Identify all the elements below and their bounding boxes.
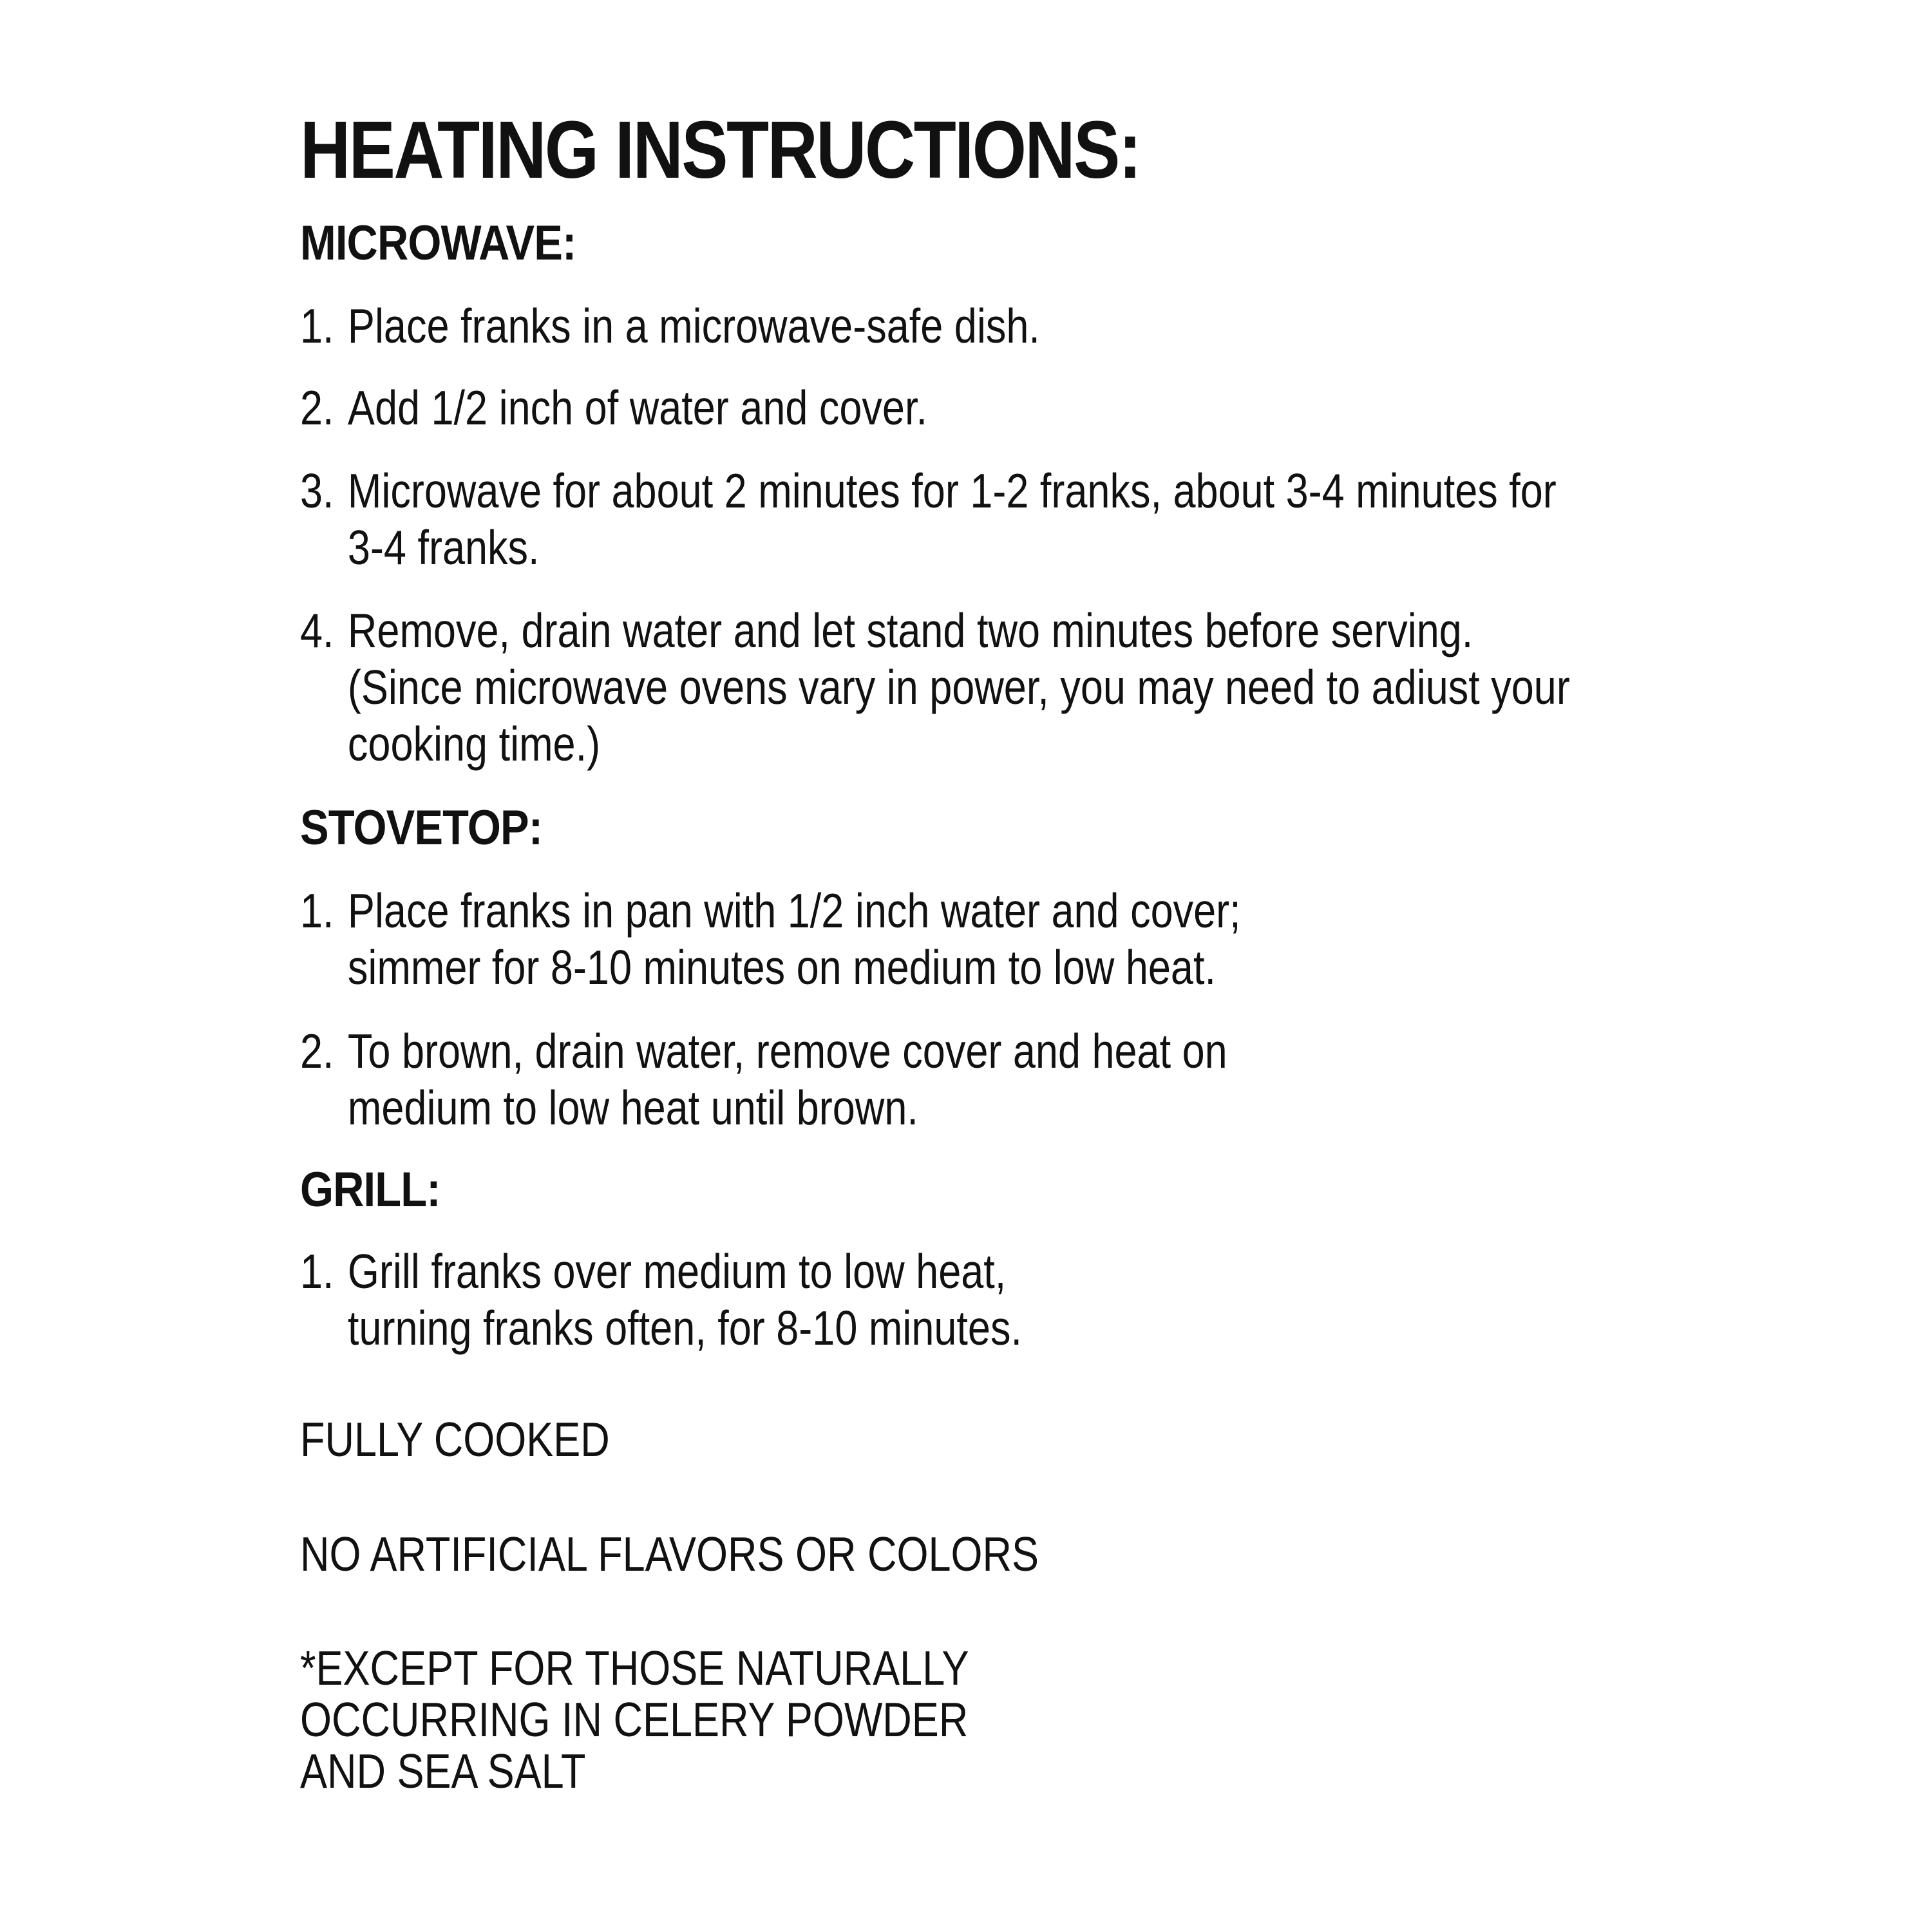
stovetop-heading: STOVETOP: <box>300 800 543 855</box>
step-text-continued: turning franks often, for 8-10 minutes. <box>347 1301 1022 1355</box>
step-number: 3. <box>300 464 334 518</box>
grill-heading: GRILL: <box>300 1162 440 1217</box>
step-text: Place franks in a microwave-safe dish. <box>347 299 1040 353</box>
stovetop-step-2 <box>300 1023 1227 1136</box>
step-text-continued: medium to low heat until brown. <box>347 1081 918 1135</box>
fully-cooked-note: FULLY COOKED <box>300 1412 610 1466</box>
step-text: Microwave for about 2 minutes for 1-2 franks, about 3-4 minutes for <box>347 464 1557 518</box>
step-text-continued: (Since microwave ovens vary in power, you may need to adiust your <box>347 660 1570 714</box>
step-number: 2. <box>300 381 334 435</box>
step-text: To brown, drain water, remove cover and heat on <box>347 1024 1227 1078</box>
step-text: Remove, drain water and let stand two minutes before serving. <box>347 603 1473 658</box>
microwave-step-3 <box>300 462 1557 576</box>
except-note <box>300 1642 969 1797</box>
except-note-line: OCCURRING IN CELERY POWDER <box>300 1692 969 1747</box>
step-text: Place franks in pan with 1/2 inch water and cover; <box>347 884 1241 938</box>
step-text-continued: simmer for 8-10 minutes on medium to low heat. <box>347 940 1216 994</box>
step-number: 1. <box>300 884 334 938</box>
grill-step-1 <box>300 1243 1022 1356</box>
step-text-continued: cooking time.) <box>347 717 601 771</box>
stovetop-step-1 <box>300 882 1241 996</box>
step-text: Grill franks over medium to low heat, <box>347 1244 1007 1298</box>
step-text-continued: 3-4 franks. <box>347 520 540 574</box>
step-number: 2. <box>300 1024 334 1078</box>
microwave-step-4 <box>300 602 1570 772</box>
microwave-heading: MICROWAVE: <box>300 216 576 270</box>
microwave-step-2 <box>300 379 927 436</box>
except-note-line: *EXCEPT FOR THOSE NATURALLY <box>300 1641 969 1695</box>
except-note-line: AND SEA SALT <box>300 1744 586 1798</box>
microwave-step-1 <box>300 298 1040 354</box>
step-number: 1. <box>300 1244 334 1298</box>
page-title: HEATING INSTRUCTIONS: <box>300 104 1141 195</box>
step-number: 4. <box>300 603 334 658</box>
step-number: 1. <box>300 299 334 353</box>
no-artificial-note: NO ARTIFICIAL FLAVORS OR COLORS <box>300 1527 1039 1581</box>
step-text: Add 1/2 inch of water and cover. <box>347 381 927 435</box>
